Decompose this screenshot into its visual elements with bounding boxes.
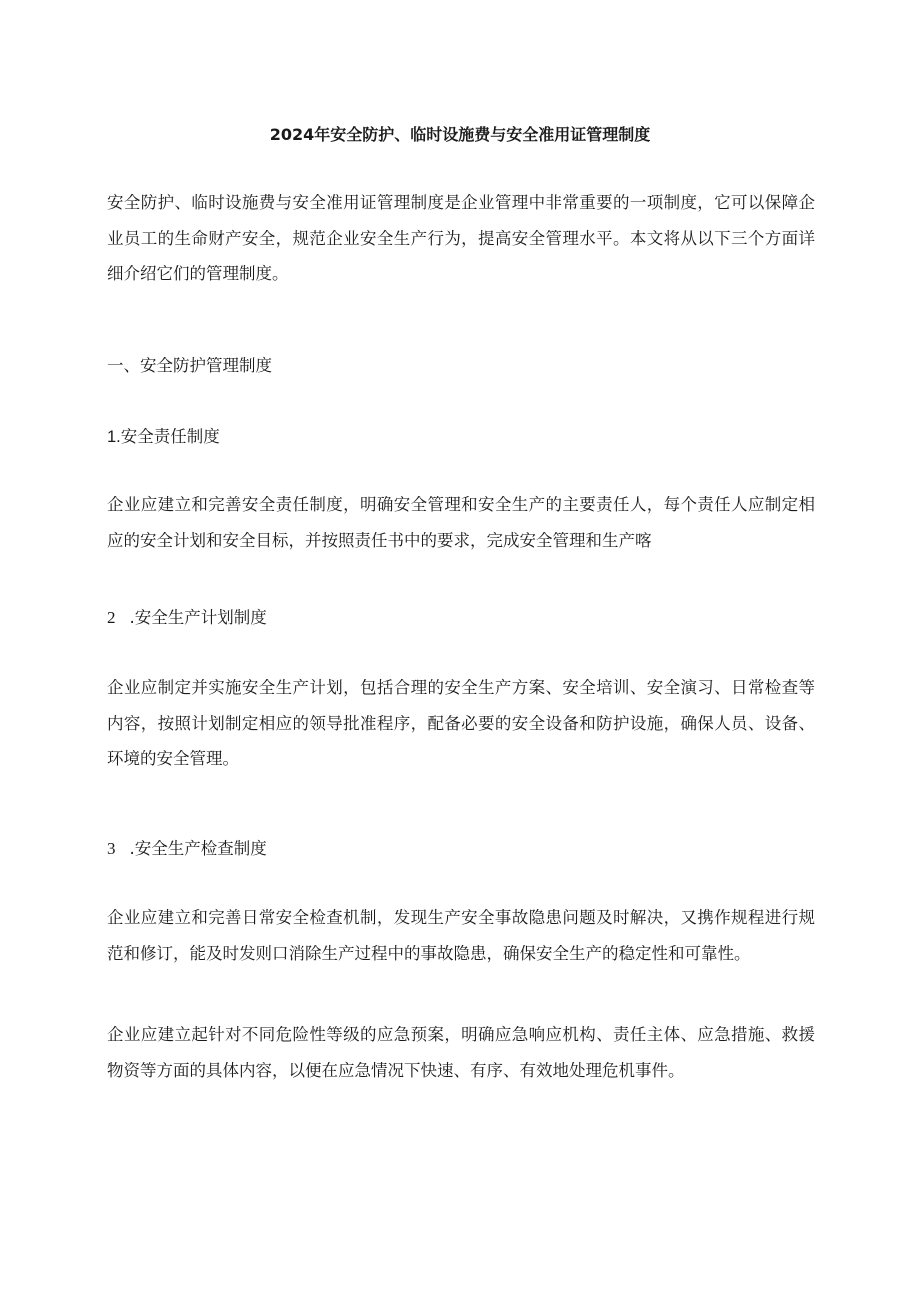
item-1-heading — [107, 424, 220, 450]
item-3-heading-text: .安全生产检查制度 — [129, 839, 267, 858]
item-3-body: 企业应建立和完善日常安全检查机制，发现生产安全事故隐患问题及时解决，又携作规程进行规范和修订，能及时发则口消除生产过程中的事故隐患，确保安全生产的稳定性和可靠性。 — [107, 908, 815, 963]
item-1-heading-text: 安全责任制度 — [120, 427, 220, 446]
item-3-heading — [107, 836, 267, 862]
item-1-number: 1. — [107, 428, 121, 446]
item-3-number: 3 — [107, 839, 116, 858]
item-2-heading — [107, 605, 267, 631]
section-1-heading: 一、安全防护管理制度 — [107, 356, 272, 375]
document-title: 2024年安全防护、临时设施费与安全准用证管理制度 — [269, 125, 651, 144]
intro-paragraph: 安全防护、临时设施费与安全准用证管理制度是企业管理中非常重要的一项制度，它可以保障企业员工的生命财产安全，规范企业安全生产行为，提高安全管理水平。本文将从以下三个方面详细介绍它们的管理制度。 — [107, 193, 815, 283]
emergency-plan-paragraph: 企业应建立起针对不同危险性等级的应急预案，明确应急响应机构、责任主体、应急措施、救援物资等方面的具体内容，以便在应急情况下快速、有序、有效地处理危机事件。 — [107, 1025, 815, 1080]
item-2-number: 2 — [107, 608, 116, 627]
item-2-heading-text: .安全生产计划制度 — [129, 608, 267, 627]
item-2-body: 企业应制定并实施安全生产计划，包括合理的安全生产方案、安全培训、安全演习、日常检查等内容，按照计划制定相应的领导批准程序，配备必要的安全设备和防护设施，确保人员、设备、环境的安全管理。 — [107, 678, 815, 768]
item-1-body: 企业应建立和完善安全责任制度，明确安全管理和安全生产的主要责任人，每个责任人应制定相应的安全计划和安全目标，并按照责任书中的要求，完成安全管理和生产喀 — [107, 495, 815, 550]
